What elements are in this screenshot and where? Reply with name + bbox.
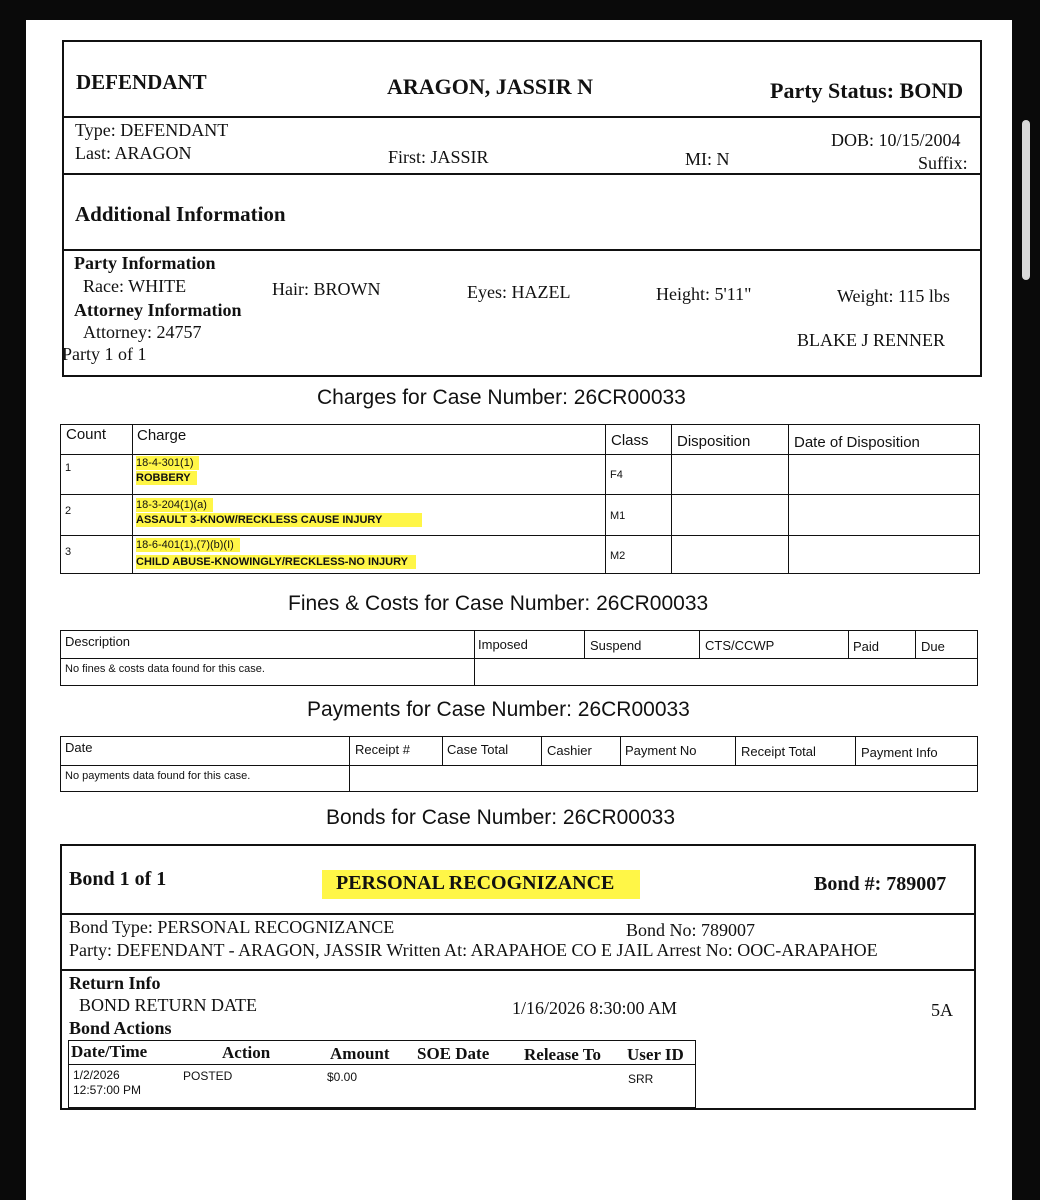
hair: Hair: BROWN [272, 279, 381, 299]
payments-header-receipt-total: Receipt Total [741, 744, 816, 759]
return-datetime: 1/16/2026 8:30:00 AM [512, 998, 678, 1018]
defendant-last: Last: ARAGON [75, 143, 192, 163]
return-date-label: BOND RETURN DATE [79, 995, 257, 1015]
bond-label: Bond 1 of 1 [69, 868, 167, 890]
bond-party-line: Party: DEFENDANT - ARAGON, JASSIR Written At: ARAPAHOE CO E JAIL Arrest No: OOC-ARAPAHOE [69, 940, 878, 960]
charge-code: 18-6-401(1),(7)(b)(I) [136, 538, 240, 552]
charge-class: M2 [610, 550, 626, 562]
actions-header-action: Action [222, 1043, 271, 1062]
row-divider [68, 1064, 696, 1065]
return-info-label: Return Info [69, 973, 161, 993]
charge-description: ASSAULT 3-KNOW/RECKLESS CAUSE INJURY [136, 513, 422, 527]
col-divider [855, 736, 856, 765]
actions-header-soe-date: SOE Date [417, 1044, 490, 1063]
race: Race: WHITE [83, 276, 187, 296]
charges-header-date: Date of Disposition [794, 434, 920, 451]
actions-header-release-to: Release To [524, 1045, 601, 1064]
payments-header-cashier: Cashier [547, 743, 592, 758]
fines-header-suspend: Suspend [590, 638, 642, 653]
weight: Weight: 115 lbs [837, 286, 950, 306]
payments-empty-message: No payments data found for this case. [65, 770, 251, 782]
action-amount: $0.00 [327, 1070, 358, 1084]
bond-type: Bond Type: PERSONAL RECOGNIZANCE [69, 917, 395, 937]
defendant-dob: DOB: 10/15/2004 [831, 130, 961, 150]
fines-empty-message: No fines & costs data found for this case. [65, 663, 265, 675]
row-divider [60, 494, 980, 495]
eyes: Eyes: HAZEL [467, 282, 571, 302]
defendant-first: First: JASSIR [388, 147, 489, 167]
action-user: SRR [628, 1072, 654, 1086]
party-status: Party Status: BOND [770, 78, 964, 103]
row-divider [60, 535, 980, 536]
charge-class: M1 [610, 510, 626, 522]
additional-info-title: Additional Information [75, 202, 286, 226]
charge-code: 18-3-204(1)(a) [136, 498, 213, 512]
actions-header-user-id: User ID [627, 1045, 684, 1064]
col-divider [132, 424, 133, 574]
action-type: POSTED [183, 1069, 233, 1083]
divider [60, 913, 976, 915]
document-page [26, 20, 1012, 1200]
bond-type-heading: PERSONAL RECOGNIZANCE [322, 870, 640, 899]
divider [60, 969, 976, 971]
divider [62, 249, 982, 251]
scrollbar-thumb[interactable] [1022, 120, 1030, 280]
col-divider [474, 630, 475, 686]
charge-count: 3 [65, 546, 72, 558]
col-divider [915, 630, 916, 658]
payments-header-payment-no: Payment No [625, 743, 697, 758]
col-divider [848, 630, 849, 658]
attorney-number: Attorney: 24757 [83, 322, 202, 342]
col-divider [584, 630, 585, 658]
fines-title: Fines & Costs for Case Number: 26CR00033 [288, 592, 709, 615]
charges-header-disposition: Disposition [677, 433, 751, 450]
col-divider [671, 424, 672, 574]
height: Height: 5'11" [656, 284, 752, 304]
row-divider [60, 454, 980, 455]
col-divider [620, 736, 621, 765]
payments-table [60, 736, 978, 792]
defendant-suffix: Suffix: [918, 153, 968, 173]
bonds-title: Bonds for Case Number: 26CR00033 [326, 806, 676, 829]
party-count: Party 1 of 1 [62, 344, 147, 364]
charges-title: Charges for Case Number: 26CR00033 [317, 386, 686, 409]
payments-header-case-total: Case Total [447, 742, 509, 757]
row-divider [60, 658, 978, 659]
bond-no: Bond No: 789007 [626, 920, 756, 940]
col-divider [605, 424, 606, 574]
fines-header-imposed: Imposed [478, 637, 528, 652]
payments-header-payment-info: Payment Info [861, 745, 938, 760]
col-divider [349, 736, 350, 792]
fines-header-cts: CTS/CCWP [705, 638, 775, 653]
row-divider [60, 765, 978, 766]
defendant-name: ARAGON, JASSIR N [387, 74, 593, 99]
col-divider [442, 736, 443, 765]
col-divider [699, 630, 700, 658]
divider [62, 116, 982, 118]
return-room: 5A [931, 1000, 953, 1020]
divider [62, 173, 982, 175]
fines-header-description: Description [65, 634, 131, 649]
defendant-mi: MI: N [685, 149, 730, 169]
charge-class: F4 [610, 469, 623, 481]
attorney-name: BLAKE J RENNER [797, 330, 945, 350]
defendant-section-label: DEFENDANT [76, 70, 207, 94]
defendant-type: Type: DEFENDANT [75, 120, 229, 140]
party-info-label: Party Information [74, 253, 216, 273]
col-divider [541, 736, 542, 765]
actions-header-amount: Amount [330, 1044, 390, 1063]
attorney-info-label: Attorney Information [74, 300, 242, 320]
payments-header-date: Date [65, 740, 93, 755]
fines-header-due: Due [921, 639, 945, 654]
fines-header-paid: Paid [853, 639, 880, 654]
actions-header-datetime: Date/Time [71, 1042, 148, 1061]
bond-number-heading: Bond #: 789007 [814, 873, 947, 895]
bond-actions-label: Bond Actions [69, 1018, 172, 1038]
charge-description: CHILD ABUSE-KNOWINGLY/RECKLESS-NO INJURY [136, 555, 416, 569]
col-divider [788, 424, 789, 574]
charge-count: 1 [65, 462, 72, 474]
charge-count: 2 [65, 505, 72, 517]
charges-header-count: Count [66, 426, 107, 443]
charge-description: ROBBERY [136, 471, 197, 485]
payments-header-receipt: Receipt # [355, 742, 410, 757]
action-time: 12:57:00 PM [73, 1083, 142, 1097]
charges-header-charge: Charge [137, 427, 187, 444]
charges-header-class: Class [611, 432, 649, 449]
payments-title: Payments for Case Number: 26CR00033 [307, 698, 690, 721]
charge-code: 18-4-301(1) [136, 456, 199, 470]
action-date: 1/2/2026 [73, 1068, 120, 1082]
col-divider [735, 736, 736, 765]
